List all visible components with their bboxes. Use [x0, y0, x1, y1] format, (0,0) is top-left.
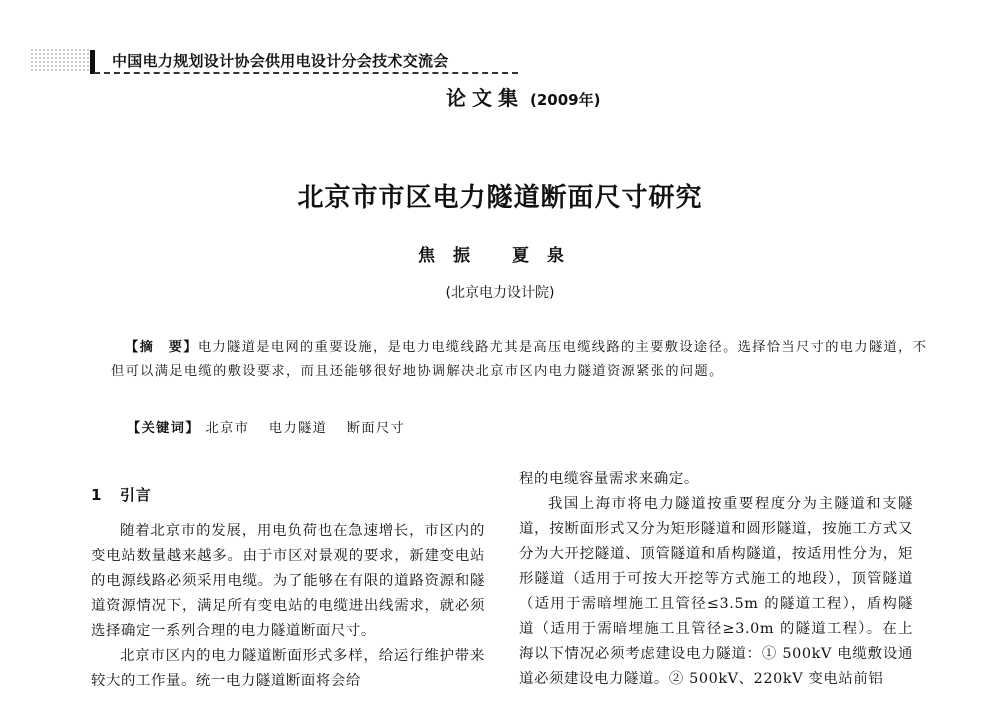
right-column	[519, 467, 913, 692]
section-number: 1	[91, 486, 103, 504]
body-paragraph: 北京市区内的电力隧道断面形式多样，给运行维护带来较大的工作量。统一电力隧道断面将会给	[91, 648, 485, 689]
body-paragraph: 随着北京市的发展，用电负荷也在急速增长，市区内的变电站数量越来越多。由于市区对景观的要求，新建变电站的电源线路必须采用电缆。为了能够在有限的道路资源和隧道资源情况下，满足所有变电站的电缆进出线需求，就必须选择确定一系列合理的电力隧道断面尺寸。	[91, 523, 485, 639]
collection-title: 论文集	[446, 86, 524, 110]
section-heading	[91, 483, 485, 508]
header-bar-marker	[90, 50, 95, 74]
conference-name: 中国电力规划设计协会供用电设计分会技术交流会	[112, 52, 449, 70]
left-column	[91, 483, 485, 694]
keyword: 电力隧道	[268, 421, 328, 436]
keywords-label: 【关键词】	[127, 421, 200, 436]
keyword: 断面尺寸	[346, 421, 406, 436]
keyword: 北京市	[205, 421, 250, 436]
decorative-dot-pattern	[30, 48, 90, 72]
header-dashed-divider	[94, 72, 518, 74]
section-title: 引言	[120, 486, 152, 504]
abstract-text: 电力隧道是电网的重要设施，是电力电缆线路尤其是高压电缆线路的主要敷设途径。选择恰当尺寸的电力隧道，不但可以满足电缆的敷设要求，而且还能够很好地协调解决北京市区内电力隧道资源紧张的问题。	[111, 340, 928, 379]
paper-affiliation: (北京电力设计院)	[445, 285, 555, 301]
abstract	[111, 336, 931, 384]
body-paragraph: 程的电缆容量需求来确定。	[519, 471, 699, 487]
collection-heading	[446, 82, 600, 111]
abstract-label: 【摘 要】	[125, 340, 198, 355]
collection-year: (2009年)	[530, 91, 601, 109]
body-paragraph: 我国上海市将电力隧道按重要程度分为主隧道和支隧道，按断面形式又分为矩形隧道和圆形隧道，按施工方式又分为大开挖隧道、顶管隧道和盾构隧道，按适用性分为，矩形隧道（适用于可按大开挖等方式施工的地段），顶管隧道（适用于需暗埋施工且管径≤3.5m 的隧道工程），盾构隧道（适用于需暗埋施工且管径≥3.0m 的隧道工程）。在上海以下情况必须考虑建设电力隧道：① 500kV 电缆敷设通道必须建设电力隧道。② 500kV、220kV 变电站前铝	[519, 496, 913, 687]
keywords	[127, 417, 419, 436]
paper-authors: 焦振 夏泉	[418, 246, 582, 266]
paper-title: 北京市市区电力隧道断面尺寸研究	[297, 183, 703, 213]
